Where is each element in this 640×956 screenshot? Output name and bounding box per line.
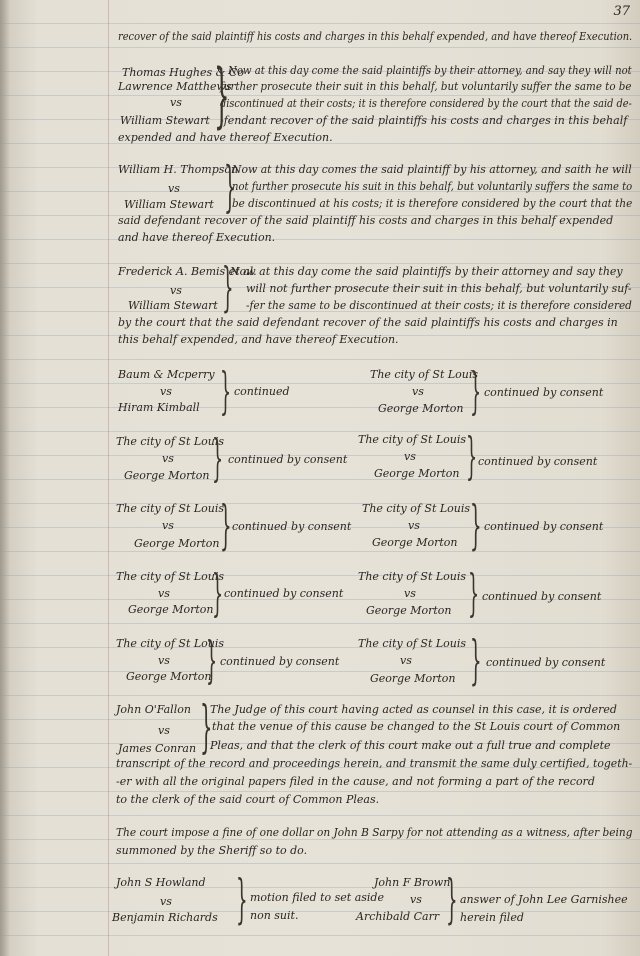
handwritten-line-c5a: John S Howland xyxy=(116,876,206,889)
brace-br10: } xyxy=(212,564,224,622)
handwritten-line-p9b: vs xyxy=(158,654,170,667)
handwritten-line-c5e: non suit. xyxy=(250,909,299,922)
brace-br16: } xyxy=(446,870,458,930)
brace-br12: } xyxy=(206,631,218,689)
handwritten-line-p4a: The city of St Louis xyxy=(358,433,467,446)
handwritten-line-c2b: vs xyxy=(168,182,180,195)
brace-br6: } xyxy=(212,429,224,487)
handwritten-line-p6d: continued by consent xyxy=(484,520,604,533)
handwritten-line-p3d: continued by consent xyxy=(228,453,348,466)
handwritten-line-p7b: vs xyxy=(158,587,170,600)
handwritten-line-b4e: -er with all the original papers filed in the cause, and not forming a part of the record xyxy=(116,775,595,788)
handwritten-line-f2: summoned by the Sheriff so to do. xyxy=(116,844,308,857)
handwritten-line-b1c: discontinued at their costs; it is therefore considered by the court that the said de- xyxy=(220,97,632,110)
handwritten-line-b1b: further prosecute their suit in this behalf, but voluntarily suffer the same to be xyxy=(220,80,632,93)
handwritten-line-f1: The court impose a fine of one dollar on John B Sarpy for not attending as a witness, after being xyxy=(116,826,633,839)
handwritten-line-p8d: continued by consent xyxy=(482,590,602,603)
handwritten-line-b3b: will not further prosecute their suit in this behalf, but voluntarily suf- xyxy=(246,282,632,295)
handwritten-line-p2a: The city of St Louis xyxy=(370,368,479,381)
handwritten-line-b2b: not further prosecute his suit in this behalf, but voluntarily suffers the same to xyxy=(232,180,633,193)
handwritten-line-l1: recover of the said plaintiff his costs and charges in this behalf expended, and have thereof Execution. xyxy=(118,30,633,43)
handwritten-line-p7d: continued by consent xyxy=(224,587,344,600)
handwritten-line-p5a: The city of St Louis xyxy=(116,502,225,515)
handwritten-line-b2c: be discontinued at his costs; it is therefore considered by the court that the xyxy=(232,197,633,210)
handwritten-line-p10b: vs xyxy=(400,654,412,667)
handwritten-line-c4b: vs xyxy=(158,724,170,737)
brace-br11: } xyxy=(468,564,480,622)
handwritten-line-b4b: that the venue of this cause be changed to the St Louis court of Common xyxy=(212,720,621,733)
handwritten-line-p5d: continued by consent xyxy=(232,520,352,533)
handwritten-line-c6e: herein filed xyxy=(460,911,524,924)
handwritten-line-c5c: Benjamin Richards xyxy=(112,911,218,924)
handwritten-line-p2b: vs xyxy=(412,385,424,398)
handwritten-line-c2a: William H. Thompson xyxy=(118,163,239,176)
brace-br1: } xyxy=(214,54,230,136)
handwritten-line-c5b: vs xyxy=(160,895,172,908)
handwritten-line-p9a: The city of St Louis xyxy=(116,637,225,650)
handwritten-line-p5c: George Morton xyxy=(134,537,220,550)
handwritten-line-p3c: George Morton xyxy=(124,469,210,482)
handwritten-line-c6c: Archibald Carr xyxy=(356,910,440,923)
handwritten-line-c6d: answer of John Lee Garnishee xyxy=(460,893,628,906)
handwritten-line-p2c: George Morton xyxy=(378,402,464,415)
handwritten-line-p1a: Baum & Mcperry xyxy=(118,368,215,381)
handwritten-line-b3d: by the court that the said defendant recover of the said plaintiffs his costs and charges in xyxy=(118,316,618,329)
handwritten-line-p9d: continued by consent xyxy=(220,655,340,668)
handwritten-line-p8b: vs xyxy=(404,587,416,600)
handwritten-line-b3e: this behalf expended, and have thereof Execution. xyxy=(118,333,399,346)
handwritten-line-p1d: continued xyxy=(234,385,290,398)
handwritten-line-b3a: Now at this day come the said plaintiffs by their attorney and say they xyxy=(230,265,623,278)
handwritten-line-p6a: The city of St Louis xyxy=(362,502,471,515)
brace-br5: } xyxy=(470,362,482,420)
handwritten-line-b4f: to the clerk of the said court of Common Pleas. xyxy=(116,793,380,806)
handwritten-line-b1a: Now at this day come the said plaintiffs by their attorney, and say they will not xyxy=(228,64,632,77)
handwritten-line-p2d: continued by consent xyxy=(484,386,604,399)
handwritten-line-p10c: George Morton xyxy=(370,672,456,685)
handwritten-line-c6b: vs xyxy=(410,893,422,906)
handwritten-line-p7c: George Morton xyxy=(128,603,214,616)
handwritten-line-p4c: George Morton xyxy=(374,467,460,480)
handwritten-line-p1c: Hiram Kimball xyxy=(118,401,200,414)
brace-br7: } xyxy=(466,427,478,485)
brace-br15: } xyxy=(236,870,248,930)
handwritten-line-p3a: The city of St Louis xyxy=(116,435,225,448)
brace-br14: } xyxy=(200,695,213,760)
handwritten-line-p8c: George Morton xyxy=(366,604,452,617)
margin-rule xyxy=(108,0,109,956)
handwritten-line-b2a: Now at this day comes the said plaintiff by his attorney, and saith he will xyxy=(232,163,632,176)
handwritten-line-b1d: -fendant recover of the said plaintiffs his costs and charges in this behalf xyxy=(220,114,628,127)
handwritten-line-c6a: John F Brown xyxy=(374,876,451,889)
handwritten-line-c4a: John O'Fallon xyxy=(116,703,191,716)
handwritten-line-p1b: vs xyxy=(160,385,172,398)
handwritten-line-b4a: The Judge of this court having acted as counsel in this case, it is ordered xyxy=(210,703,617,716)
handwritten-line-b2e: and have thereof Execution. xyxy=(118,231,276,244)
handwritten-line-c5d: motion filed to set aside xyxy=(250,891,384,904)
brace-br9: } xyxy=(470,496,482,556)
brace-br2: } xyxy=(224,155,237,218)
handwritten-line-p5b: vs xyxy=(162,519,174,532)
handwritten-line-p9c: George Morton xyxy=(126,670,212,683)
page-number: 37 xyxy=(613,4,630,19)
handwritten-line-b1e: expended and have thereof Execution. xyxy=(118,131,333,144)
handwritten-line-b4c: Pleas, and that the clerk of this court make out a full true and complete xyxy=(210,739,611,752)
handwritten-line-p4b: vs xyxy=(404,450,416,463)
handwritten-line-c3c: William Stewart xyxy=(128,299,218,312)
handwritten-line-b4d: transcript of the record and proceedings herein, and transmit the same duly certified, togeth- xyxy=(116,757,633,770)
brace-br3: } xyxy=(222,258,234,318)
handwritten-line-b2d: said defendant recover of the said plaintiff his costs and charges in this behalf expended xyxy=(118,214,614,227)
handwritten-line-c1c: vs xyxy=(170,96,182,109)
handwritten-line-c1b: Lawrence Matthews xyxy=(118,80,232,93)
handwritten-line-c2c: William Stewart xyxy=(124,198,214,211)
page-binding-shadow xyxy=(0,0,10,956)
brace-br4: } xyxy=(220,362,232,420)
handwritten-line-p10d: continued by consent xyxy=(486,656,606,669)
handwritten-line-b3c: -fer the same to be discontinued at their costs; it is therefore considered xyxy=(246,299,632,312)
handwritten-line-p10a: The city of St Louis xyxy=(358,637,467,650)
handwritten-line-p6c: George Morton xyxy=(372,536,458,549)
handwritten-line-c3a: Frederick A. Bemis et al. xyxy=(118,265,257,278)
brace-br13: } xyxy=(470,631,482,691)
handwritten-line-c1d: William Stewart xyxy=(120,114,210,127)
brace-br8: } xyxy=(220,496,232,556)
handwritten-line-p6b: vs xyxy=(408,519,420,532)
handwritten-line-p7a: The city of St Louis xyxy=(116,570,225,583)
handwritten-line-c4c: James Conran xyxy=(118,742,197,755)
handwritten-line-p3b: vs xyxy=(162,452,174,465)
handwritten-line-c3b: vs xyxy=(170,284,182,297)
handwritten-line-c1a: Thomas Hughes & Co xyxy=(122,66,244,79)
handwritten-line-p8a: The city of St Louis xyxy=(358,570,467,583)
handwritten-line-p4d: continued by consent xyxy=(478,455,598,468)
